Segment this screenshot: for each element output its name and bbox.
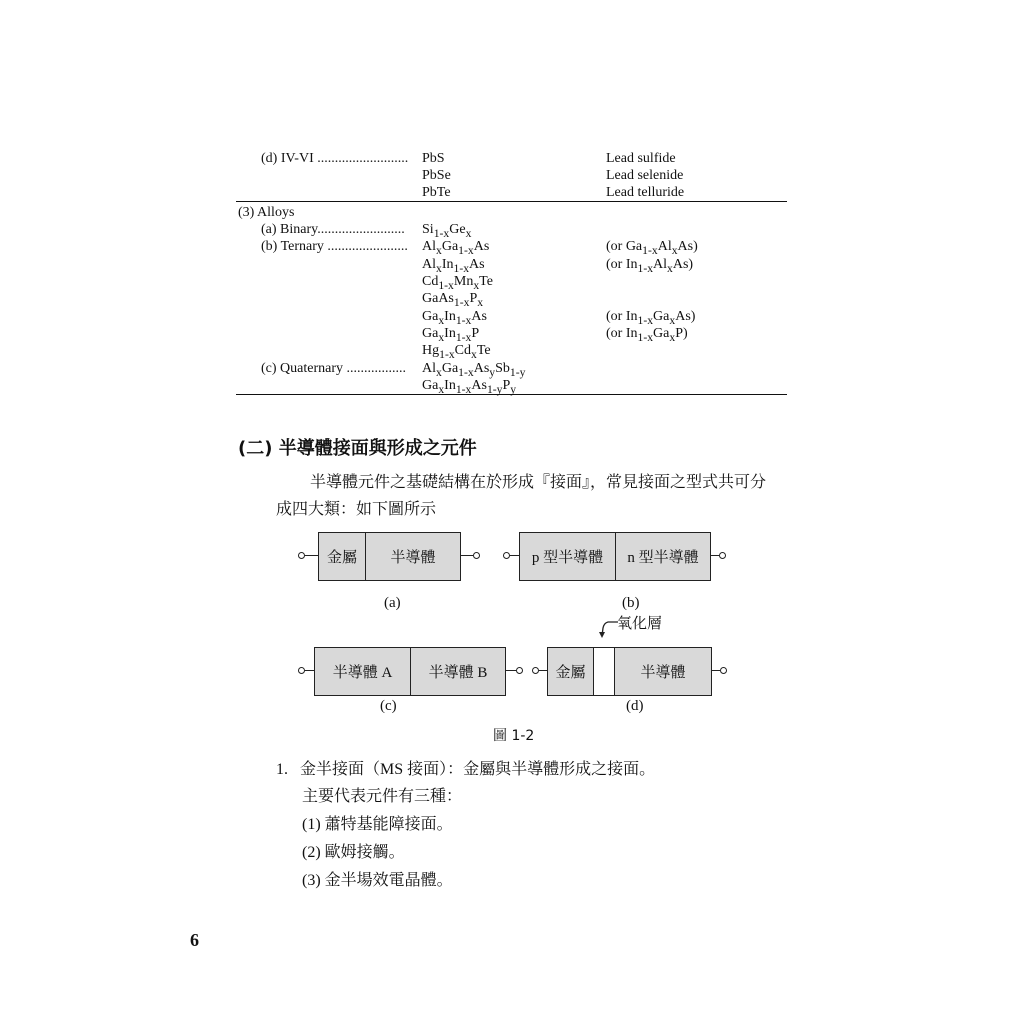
wire-c-left <box>305 670 314 671</box>
figure-caption: 圖 1-2 <box>493 728 535 744</box>
label-d: (d) <box>626 698 644 714</box>
junction-b <box>519 532 711 581</box>
ternary-formula-4: $GaAs_{1-x}P_x$ <box>422 291 484 309</box>
list-sub-item-2: (2) 歐姆接觸。 <box>302 844 405 861</box>
ternary-alt-1: (or $Ga_{1-x}Al_xAs$) <box>606 239 698 257</box>
section-heading: (二) 半導體接面與形成之元件 <box>238 438 477 459</box>
table-divider-bottom <box>236 394 787 395</box>
pbse-formula: PbSe <box>422 168 451 183</box>
junction-d-metal: 金屬 <box>555 665 586 681</box>
list-sub-intro: 主要代表元件有三種： <box>302 788 463 805</box>
binary-formula: $Si_{1-x}Ge_x$ <box>422 222 472 240</box>
ternary-formula-3: $Cd_{1-x}Mn_xTe$ <box>422 274 493 292</box>
pbs-formula: PbS <box>422 151 445 166</box>
terminal-b-left <box>503 552 510 559</box>
wire-a-right <box>461 555 473 556</box>
label-b: (b) <box>622 595 640 611</box>
quaternary-formula-2: $Ga_xIn_{1-x}As_{1-y}P_y$ <box>422 378 517 396</box>
wire-d-left <box>539 670 547 671</box>
list-sub-item-1: (1) 蕭特基能障接面。 <box>302 816 453 833</box>
table-divider-top <box>236 201 787 202</box>
junction-a-semiconductor: 半導體 <box>365 533 460 580</box>
ternary-label: (b) Ternary ....................... <box>261 239 408 254</box>
iv-vi-label: (d) IV-VI .......................... <box>261 151 409 166</box>
alloys-label: (3) Alloys <box>238 205 295 220</box>
ternary-formula-1: $Al_xGa_{1-x}As$ <box>422 239 490 257</box>
terminal-a-right <box>473 552 480 559</box>
junction-a-metal: 金屬 <box>326 550 357 566</box>
ternary-alt-5: (or $In_{1-x}Ga_xAs$) <box>606 309 696 327</box>
junction-b-n-type: n 型半導體 <box>615 533 710 580</box>
terminal-a-left <box>298 552 305 559</box>
wire-d-right <box>712 670 720 671</box>
ternary-alt-6: (or $In_{1-x}Ga_xP$) <box>606 326 688 344</box>
wire-c-right <box>506 670 516 671</box>
ternary-formula-6: $Ga_xIn_{1-x}P$ <box>422 326 480 344</box>
terminal-c-right <box>516 667 523 674</box>
junction-d-oxide <box>593 648 614 695</box>
junction-c-semiconductor-b: 半導體 B <box>410 648 505 695</box>
ternary-formula-5: $Ga_xIn_{1-x}As$ <box>422 309 487 327</box>
intro-line-2: 成四大類：如下圖所示 <box>276 501 437 518</box>
pbs-name: Lead sulfide <box>606 151 676 166</box>
label-c: (c) <box>380 698 397 714</box>
quaternary-label: (c) Quaternary ................. <box>261 361 407 376</box>
intro-line-1: 半導體元件之基礎結構在於形成『接面』，常見接面之型式共可分 <box>310 474 767 491</box>
ternary-formula-7: $Hg_{1-x}Cd_xTe$ <box>422 343 491 361</box>
list-sub-item-3: (3) 金半場效電晶體。 <box>302 872 453 889</box>
wire-b-right <box>711 555 719 556</box>
terminal-c-left <box>298 667 305 674</box>
terminal-b-right <box>719 552 726 559</box>
terminal-d-right <box>720 667 727 674</box>
junction-b-p-type: p 型半導體 <box>531 550 604 566</box>
label-a: (a) <box>384 595 401 611</box>
list-item-1: 1. 金半接面（MS 接面）：金屬與半導體形成之接面。 <box>276 761 656 778</box>
pbse-name: Lead selenide <box>606 168 684 183</box>
terminal-d-left <box>532 667 539 674</box>
page-number: 6 <box>190 930 199 950</box>
ternary-formula-2: $Al_xIn_{1-x}As$ <box>422 257 485 275</box>
wire-a-left <box>305 555 318 556</box>
pbte-formula: PbTe <box>422 185 451 200</box>
wire-b-left <box>510 555 519 556</box>
binary-label: (a) Binary......................... <box>261 222 405 237</box>
oxide-layer-label: 氧化層 <box>617 616 663 632</box>
pbte-name: Lead telluride <box>606 185 685 200</box>
junction-a <box>318 532 461 581</box>
junction-c-semiconductor-a: 半導體 A <box>332 665 393 681</box>
ternary-alt-2: (or $In_{1-x}Al_xAs$) <box>606 257 694 275</box>
quaternary-formula-1: $Al_xGa_{1-x}As_ySb_{1-y}$ <box>422 361 526 379</box>
junction-c <box>314 647 506 696</box>
junction-d <box>547 647 712 696</box>
junction-d-semiconductor: 半導體 <box>614 648 711 695</box>
